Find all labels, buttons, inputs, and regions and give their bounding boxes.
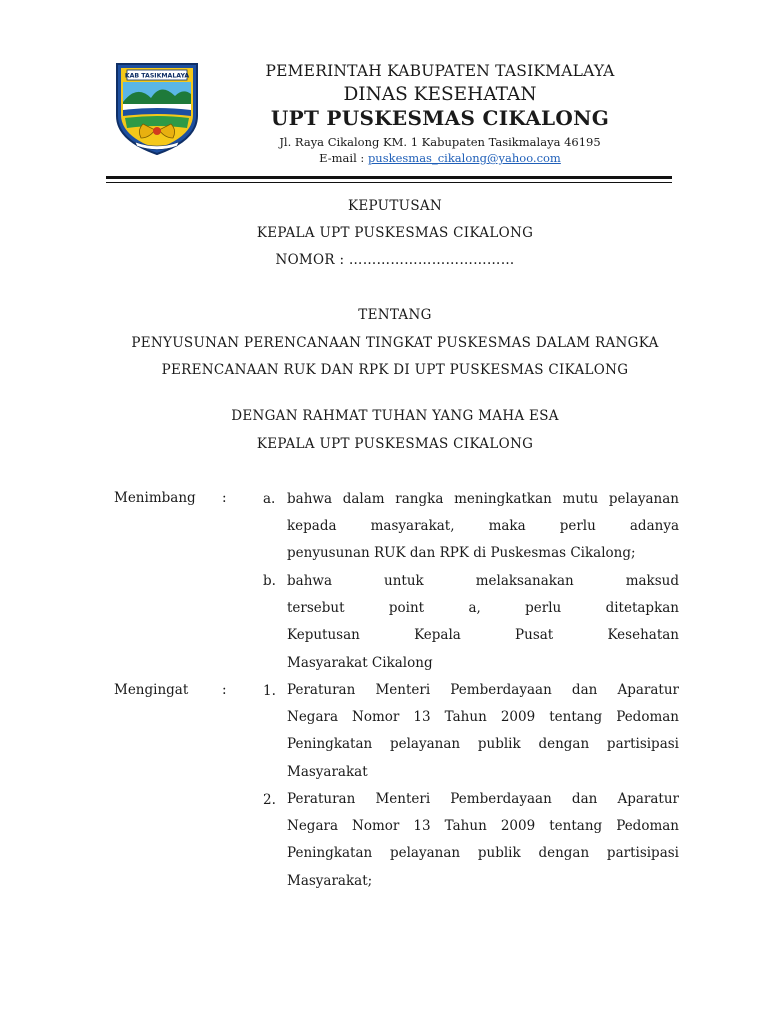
svg-text:KAB TASIKMALAYA: KAB TASIKMALAYA xyxy=(124,72,190,80)
mengingat-item-1-marker: 1. xyxy=(263,683,276,699)
title-rahmat: DENGAN RAHMAT TUHAN YANG MAHA ESA xyxy=(231,408,559,424)
header-government: PEMERINTAH KABUPATEN TASIKMALAYA xyxy=(265,62,615,80)
item-line: tersebut point a, perlu ditetapkan xyxy=(287,600,679,617)
item-line: kepada masyarakat, maka perlu adanya xyxy=(287,518,679,535)
header-rule-thick xyxy=(106,176,672,179)
mengingat-colon: : xyxy=(222,682,227,698)
item-line: Masyarakat; xyxy=(287,872,373,889)
title-kepala-2: KEPALA UPT PUSKESMAS CIKALONG xyxy=(256,436,534,452)
mengingat-item-2 xyxy=(287,786,679,895)
title-kepala: KEPALA UPT PUSKESMAS CIKALONG xyxy=(256,225,534,241)
menimbang-label: Menimbang xyxy=(114,490,196,506)
mengingat-label: Mengingat xyxy=(114,682,189,698)
email-link[interactable]: puskesmas_cikalong@yahoo.com xyxy=(367,151,561,165)
header-department: DINAS KESEHATAN xyxy=(343,84,537,105)
menimbang-item-a-marker: a. xyxy=(263,491,276,507)
title-tentang: TENTANG xyxy=(358,307,432,323)
menimbang-item-b xyxy=(287,568,679,677)
header-rule-thin xyxy=(106,182,672,183)
item-line: bahwa dalam rangka meningkatkan mutu pelayanan xyxy=(287,491,679,507)
item-line: Masyarakat xyxy=(287,763,368,780)
header-institution: UPT PUSKESMAS CIKALONG xyxy=(270,106,610,130)
title-nomor: NOMOR : ……………………………… xyxy=(275,252,515,268)
email-label: E-mail : xyxy=(319,151,368,165)
item-line: Masyarakat Cikalong xyxy=(287,654,433,671)
item-line: Peraturan Menteri Pemberdayaan dan Aparatur xyxy=(287,682,679,698)
title-subject-line1: PENYUSUNAN PERENCANAAN TINGKAT PUSKESMAS DALAM RANGKA xyxy=(131,335,659,351)
item-line: bahwa untuk melaksanakan maksud xyxy=(287,573,679,589)
menimbang-item-a xyxy=(287,486,679,568)
mengingat-item-2-marker: 2. xyxy=(263,792,276,808)
header-email-line xyxy=(220,151,660,165)
item-line: penyusunan RUK dan RPK di Puskesmas Cikalong; xyxy=(287,545,636,562)
kabupaten-tasikmalaya-logo xyxy=(107,58,207,158)
mengingat-item-1 xyxy=(287,677,679,786)
title-subject-line2: PERENCANAAN RUK DAN RPK DI UPT PUSKESMAS CIKALONG xyxy=(161,362,629,378)
item-line: Peraturan Menteri Pemberdayaan dan Aparatur xyxy=(287,791,679,807)
menimbang-item-b-marker: b. xyxy=(263,573,276,589)
menimbang-colon: : xyxy=(222,490,227,506)
title-keputusan: KEPUTUSAN xyxy=(347,198,443,214)
item-line: Negara Nomor 13 Tahun 2009 tentang Pedoman xyxy=(287,818,679,835)
item-line: Peningkatan pelayanan publik dengan partisipasi xyxy=(287,736,679,753)
item-line: Negara Nomor 13 Tahun 2009 tentang Pedoman xyxy=(287,709,679,726)
item-line: Peningkatan pelayanan publik dengan partisipasi xyxy=(287,845,679,862)
item-line: Keputusan Kepala Pusat Kesehatan xyxy=(287,627,679,644)
header-address: Jl. Raya Cikalong KM. 1 Kabupaten Tasikmalaya 46195 xyxy=(279,135,601,149)
